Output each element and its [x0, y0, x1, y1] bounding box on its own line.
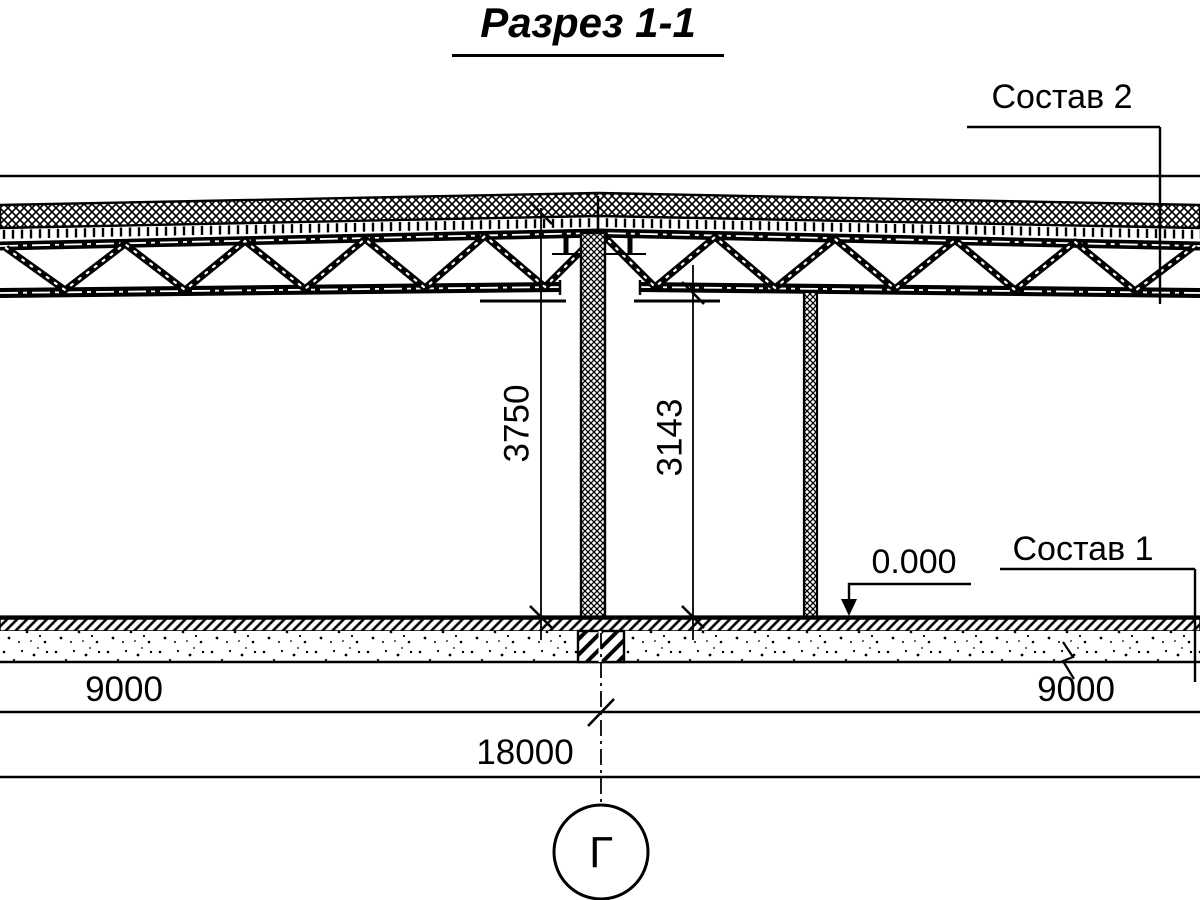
dimension-3143-text: 3143 — [650, 398, 690, 477]
right-column — [804, 292, 817, 617]
elevation-label: 0.000 — [871, 543, 957, 581]
dimension-span-lines — [0, 699, 1200, 777]
elevation-marker — [841, 584, 971, 616]
dimension-9000-left-text: 9000 — [85, 670, 163, 709]
roof-composition-label: Состав 2 — [991, 78, 1133, 116]
drawing-title: Разрез 1-1 — [452, 2, 724, 57]
dimension-9000-right-text: 9000 — [1037, 670, 1115, 709]
dimension-18000-text: 18000 — [476, 733, 574, 772]
center-column — [581, 233, 605, 617]
axis-letter: Г — [589, 828, 613, 877]
floor-composition-label: Состав 1 — [1012, 530, 1154, 568]
dimension-3750-text: 3750 — [497, 384, 537, 463]
